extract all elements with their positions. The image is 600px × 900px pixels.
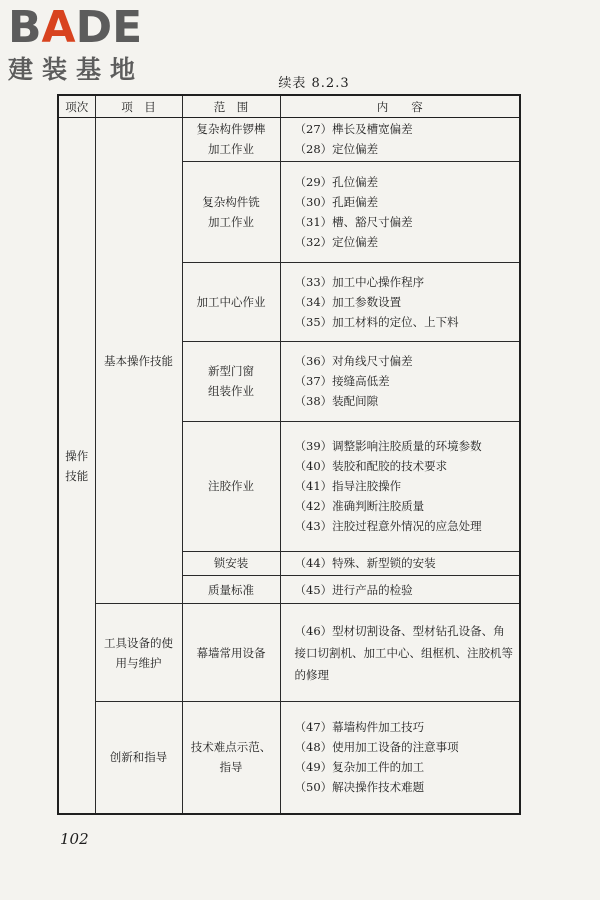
project-cell bbox=[95, 604, 182, 701]
table-header-row bbox=[58, 95, 520, 118]
content-cell bbox=[280, 604, 520, 701]
content-item: （34）加工参数设置 bbox=[294, 295, 402, 310]
header-content: 内 容 bbox=[280, 95, 520, 118]
content-item: （50）解决操作技术难题 bbox=[294, 780, 425, 795]
table-row bbox=[58, 701, 520, 814]
content-item: （30）孔距偏差 bbox=[294, 194, 379, 209]
scope-cell bbox=[182, 604, 280, 701]
scope-cell bbox=[182, 118, 280, 162]
category-text: 技能 bbox=[65, 468, 89, 483]
logo-wordmark: BADE bbox=[8, 2, 143, 53]
project-cell bbox=[95, 118, 182, 604]
content-item: （43）注胶过程意外情况的应急处理 bbox=[294, 519, 482, 534]
scope-cell bbox=[182, 263, 280, 342]
scope-text: 指导 bbox=[219, 760, 243, 775]
content-item: （31）槽、豁尺寸偏差 bbox=[294, 214, 413, 229]
content-item: （41）指导注胶操作 bbox=[294, 479, 402, 494]
skills-table bbox=[57, 94, 521, 815]
content-cell bbox=[280, 342, 520, 421]
page-number: 102 bbox=[60, 830, 89, 848]
scope-cell bbox=[182, 342, 280, 421]
scope-text: 新型门窗 bbox=[208, 364, 254, 379]
content-item: （27）榫长及槽宽偏差 bbox=[294, 122, 413, 137]
scope-text: 组装作业 bbox=[208, 384, 254, 399]
content-item: （40）装胶和配胶的技术要求 bbox=[294, 459, 448, 474]
scope-text: 质量标准 bbox=[208, 582, 254, 597]
project-text: 工具设备的使 bbox=[104, 635, 173, 650]
table-row bbox=[58, 604, 520, 701]
scope-cell bbox=[182, 575, 280, 603]
content-item: （45）进行产品的检验 bbox=[294, 582, 413, 597]
content-item: （44）特殊、新型锁的安装 bbox=[294, 556, 436, 571]
header-project: 项 目 bbox=[95, 95, 182, 118]
header-scope: 范 围 bbox=[182, 95, 280, 118]
category-cell bbox=[58, 118, 95, 815]
table-caption: 续表 8.2.3 bbox=[278, 76, 350, 91]
content-item: （42）准确判断注胶质量 bbox=[294, 499, 425, 514]
scope-text: 复杂构件锣榫 bbox=[196, 122, 266, 137]
table-row bbox=[58, 118, 520, 162]
content-item: （48）使用加工设备的注意事项 bbox=[294, 740, 459, 755]
content-cell bbox=[280, 421, 520, 551]
content-item: （32）定位偏差 bbox=[294, 234, 379, 249]
scope-text: 加工中心作业 bbox=[196, 295, 266, 310]
content-cell bbox=[280, 161, 520, 263]
scope-text: 加工作业 bbox=[208, 214, 254, 229]
project-text: 基本操作技能 bbox=[104, 353, 173, 368]
scope-text: 加工作业 bbox=[208, 142, 254, 157]
scope-text: 注胶作业 bbox=[208, 479, 254, 494]
content-item: （28）定位偏差 bbox=[294, 142, 379, 157]
content-cell bbox=[280, 575, 520, 603]
content-item: （46）型材切割设备、型材钻孔设备、角接口切割机、加工中心、组框机、注胶机等的修理 bbox=[294, 623, 513, 682]
scope-text: 幕墙常用设备 bbox=[196, 645, 266, 660]
scope-text: 锁安装 bbox=[213, 556, 249, 571]
content-item: （39）调整影响注胶质量的环境参数 bbox=[294, 439, 482, 454]
content-item: （47）幕墙构件加工技巧 bbox=[294, 720, 425, 735]
scope-cell bbox=[182, 701, 280, 814]
content-item: （29）孔位偏差 bbox=[294, 174, 379, 189]
scope-cell bbox=[182, 421, 280, 551]
scope-cell bbox=[182, 551, 280, 575]
content-cell bbox=[280, 118, 520, 162]
content-item: （36）对角线尺寸偏差 bbox=[294, 354, 413, 369]
content-cell bbox=[280, 263, 520, 342]
content-item: （49）复杂加工件的加工 bbox=[294, 760, 425, 775]
scope-text: 技术难点示范、 bbox=[190, 740, 272, 755]
scope-cell bbox=[182, 161, 280, 263]
content-item: （35）加工材料的定位、上下料 bbox=[294, 315, 459, 330]
content-item: （38）装配间隙 bbox=[294, 394, 379, 409]
content-cell bbox=[280, 551, 520, 575]
project-text: 创新和指导 bbox=[109, 750, 168, 765]
category-text: 操作 bbox=[65, 448, 89, 463]
project-cell bbox=[95, 701, 182, 814]
content-item: （37）接缝高低差 bbox=[294, 374, 390, 389]
content-cell bbox=[280, 701, 520, 814]
project-text: 用与维护 bbox=[115, 655, 162, 670]
content-item: （33）加工中心操作程序 bbox=[294, 275, 425, 290]
scope-text: 复杂构件铣 bbox=[202, 194, 260, 209]
logo-subtitle: 建装基地 bbox=[8, 55, 145, 84]
header-category: 项次 bbox=[58, 95, 95, 118]
table-body bbox=[58, 118, 520, 815]
